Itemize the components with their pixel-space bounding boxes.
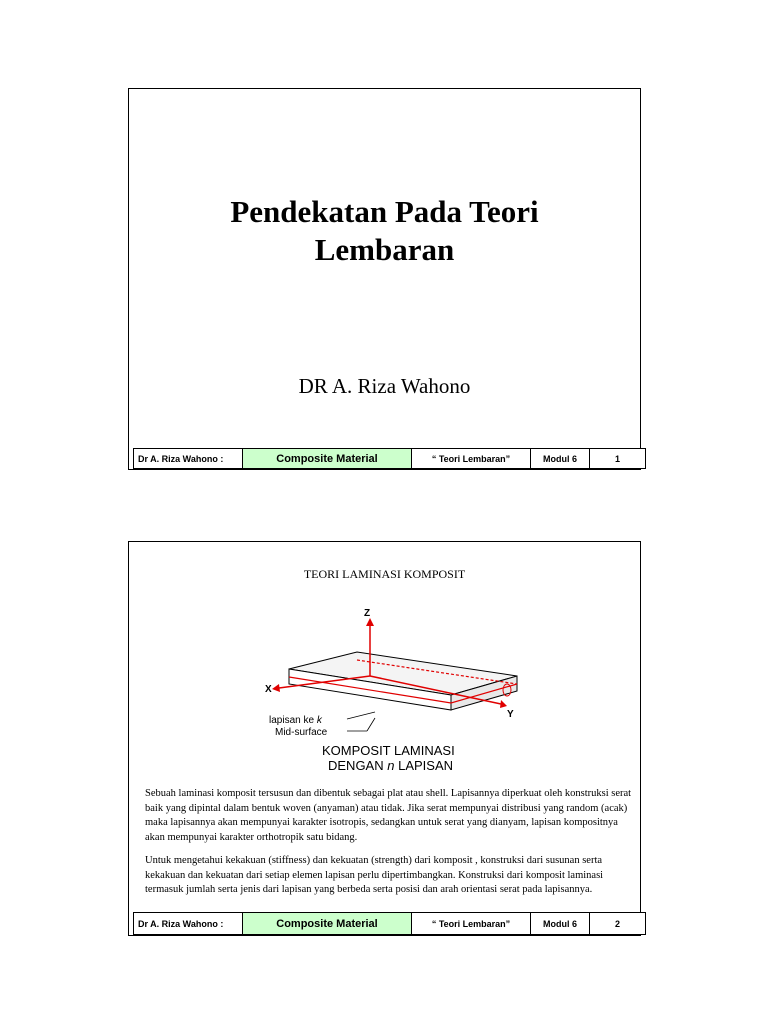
slide-1-title [129, 193, 640, 269]
diagram-caption-line-2: DENGAN n LAPISAN [328, 758, 454, 773]
slide-2-footer [133, 912, 646, 935]
slide-1-footer [133, 448, 646, 469]
footer-course: Composite Material [242, 913, 412, 934]
leader-lines [347, 712, 375, 731]
mid-surface-label: Mid-surface [275, 727, 328, 738]
layer-k-label: lapisan ke k [269, 715, 322, 726]
footer-page-number: 2 [614, 918, 620, 929]
slide-2 [128, 541, 641, 936]
footer-topic: “ Teori Lembaran” [431, 918, 511, 929]
footer-module: Modul 6 [530, 913, 590, 934]
slide-1 [128, 88, 641, 470]
footer-author: Dr A. Riza Wahono : [138, 918, 224, 929]
y-axis-label: Y [507, 709, 514, 720]
title-line-2: Lembaran [314, 232, 455, 267]
slide-1-author: DR A. Riza Wahono [298, 374, 471, 398]
title-line-1: Pendekatan Pada Teori [230, 194, 539, 229]
z-axis-label: Z [364, 608, 371, 619]
diagram-caption-line-1: KOMPOSIT LAMINASI [322, 743, 455, 758]
x-axis-label: X [265, 684, 272, 695]
footer-author: Dr A. Riza Wahono : [138, 453, 224, 464]
paragraph-1: Sebuah laminasi komposit tersusun dan dibentuk sebagai plat atau shell. Lapisannya diperkuat oleh konstruksi serat baik yang dipintal dalam bentuk woven (anyaman) atau tidak. Jika serat mempunyai distribusi yang random (acak) maka lapisannya akan mempunyai karakter isotropis, sedangkan untuk serat yang dianyam, lapisan kompositnya akan mempunyai karakter orthotropik satu bidang. [145, 788, 632, 843]
footer-module: Modul 6 [530, 449, 590, 468]
footer-topic: “ Teori Lembaran” [431, 453, 511, 464]
footer-page-number: 1 [614, 453, 620, 464]
laminate-plate [289, 652, 517, 710]
paragraph-2: Untuk mengetahui kekakuan (stiffness) dan kekuatan (strength) dari komposit , konstruksi dari susunan serta kekakuan dan kekuatan dari setiap elemen lapisan perlu dipertimbangkan. Konstruksi dari komposit laminasi termasuk jumlah serta jenis dari lapisan yang berbeda serta posisi dan arah orientasi serat pada lapisannya. [145, 855, 604, 895]
slide-2-heading: TEORI LAMINASI KOMPOSIT [303, 567, 466, 581]
footer-course: Composite Material [242, 449, 412, 468]
laminate-diagram [129, 542, 642, 782]
